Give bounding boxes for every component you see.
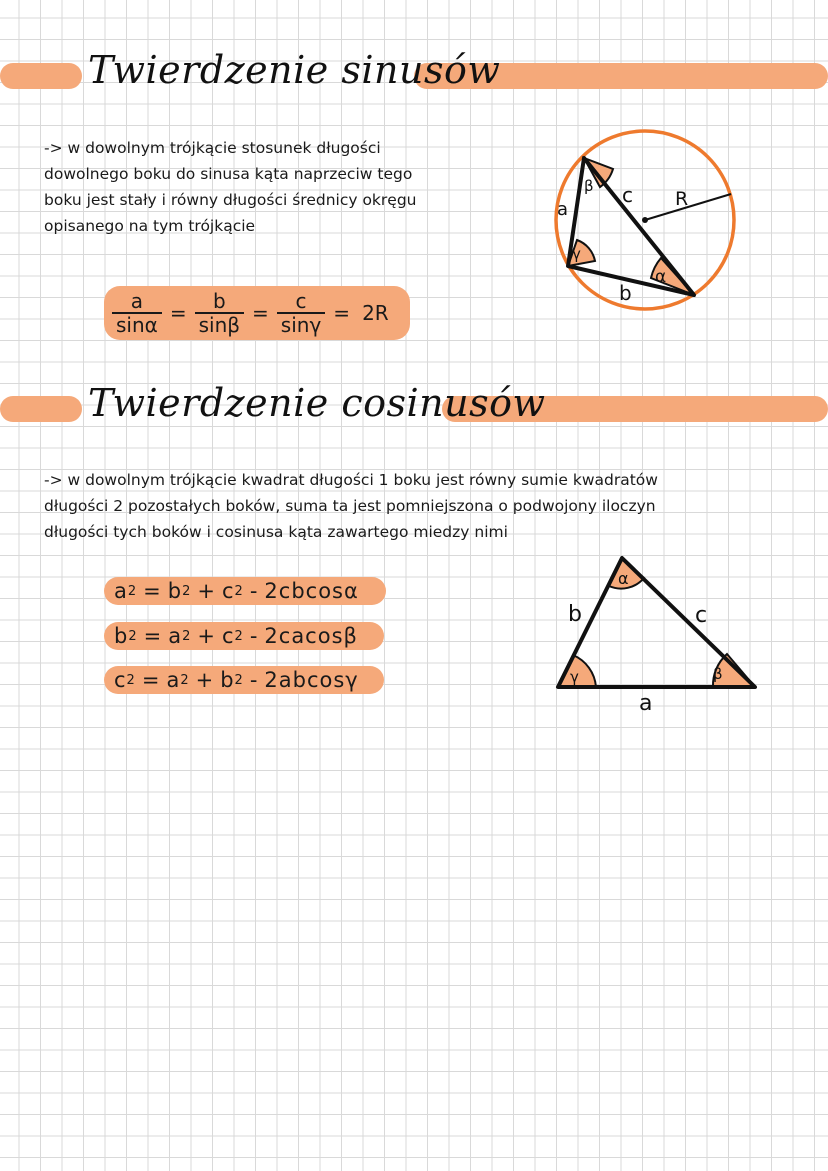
fraction-c-num: c — [277, 290, 326, 314]
triangle-diagram — [548, 548, 768, 718]
cosine-description — [44, 467, 658, 545]
formula-term-2: c — [222, 624, 235, 648]
formula-tail: 2cbcosα — [264, 579, 359, 603]
formula-lhs: c — [114, 668, 127, 692]
title-band-left — [0, 396, 82, 422]
exponent: 2 — [180, 672, 190, 688]
cosine-formula-2 — [104, 622, 384, 650]
angle-beta-label: β — [713, 665, 723, 683]
formula-term-2: b — [220, 668, 235, 692]
exponent: 2 — [182, 628, 192, 644]
exponent: 2 — [182, 583, 192, 599]
title-band-left — [0, 63, 82, 89]
exponent: 2 — [128, 628, 138, 644]
angle-gamma-label: γ — [570, 668, 579, 686]
equals-sign: = — [169, 301, 187, 325]
sine-title: Twierdzenie sinusów — [88, 48, 501, 92]
cosine-title: Twierdzenie cosinusów — [88, 381, 546, 425]
sine-line-2: dowolnego boku do sinusa kąta naprzeciw tego — [44, 165, 413, 183]
side-a-label: a — [557, 199, 569, 220]
minus-sign: - — [249, 579, 259, 603]
exponent: 2 — [126, 672, 136, 688]
equals-sign: = — [141, 668, 161, 692]
plus-sign: + — [195, 668, 215, 692]
cosine-line-2: długości 2 pozostałych boków, suma ta jest pomniejszona o podwojony iloczyn — [44, 497, 656, 515]
side-b-label: b — [568, 602, 582, 627]
equals-sign: = — [143, 624, 163, 648]
formula-tail: 2cacosβ — [264, 624, 358, 648]
fraction-a-num: a — [112, 290, 162, 314]
formula-term-1: b — [167, 579, 183, 603]
sine-line-1: -> w dowolnym trójkącie stosunek długości — [44, 139, 381, 157]
formula-tail: 2abcosγ — [264, 668, 359, 692]
center-point — [642, 217, 648, 223]
exponent: 2 — [127, 583, 138, 599]
angle-gamma-label: γ — [572, 245, 581, 263]
fraction-c — [277, 290, 326, 336]
sine-description — [44, 135, 416, 239]
formula-lhs: a — [114, 579, 128, 603]
sine-line-4: opisanego na tym trójkącie — [44, 217, 256, 235]
exponent: 2 — [234, 628, 244, 644]
radius-label: R — [675, 188, 689, 210]
exponent: 2 — [234, 672, 244, 688]
plus-sign: + — [197, 579, 216, 603]
angle-alpha-label: α — [618, 569, 629, 588]
side-a-label: a — [639, 691, 653, 716]
cosine-formula-3 — [104, 666, 384, 694]
cosine-formula-1 — [104, 577, 386, 605]
equals-sign: = — [143, 579, 162, 603]
plus-sign: + — [197, 624, 216, 648]
angle-alpha-label: α — [655, 267, 667, 287]
side-c-label: c — [695, 603, 708, 628]
sine-line-3: boku jest stały i równy długości średnicy okręgu — [44, 191, 417, 209]
formula-term-2: c — [222, 579, 235, 603]
fraction-b — [195, 290, 244, 336]
fraction-a — [112, 290, 162, 336]
minus-sign: - — [249, 624, 259, 648]
side-b-label: b — [619, 281, 632, 305]
cosine-line-3: długości tych boków i cosinusa kąta zawartego miedzy nimi — [44, 523, 508, 541]
formula-lhs: b — [114, 624, 129, 648]
exponent: 2 — [234, 583, 244, 599]
angle-beta-label: β — [584, 177, 594, 195]
minus-sign: - — [249, 668, 259, 692]
formula-term-1: a — [168, 624, 183, 648]
fraction-a-den: sinα — [116, 313, 158, 337]
fraction-b-den: sinβ — [198, 313, 241, 337]
equals-sign: = — [252, 301, 269, 325]
fraction-c-den: sinγ — [280, 313, 322, 337]
cosine-line-1: -> w dowolnym trójkącie kwadrat długości 1 boku jest równy sumie kwadratów — [44, 471, 658, 489]
formula-result: 2R — [362, 301, 389, 325]
side-c-label: c — [622, 183, 633, 207]
formula-term-1: a — [166, 668, 181, 692]
sine-formula — [104, 286, 410, 340]
circumscribed-triangle-diagram — [548, 128, 748, 318]
equals-sign: = — [333, 301, 351, 325]
fraction-b-num: b — [195, 290, 244, 314]
